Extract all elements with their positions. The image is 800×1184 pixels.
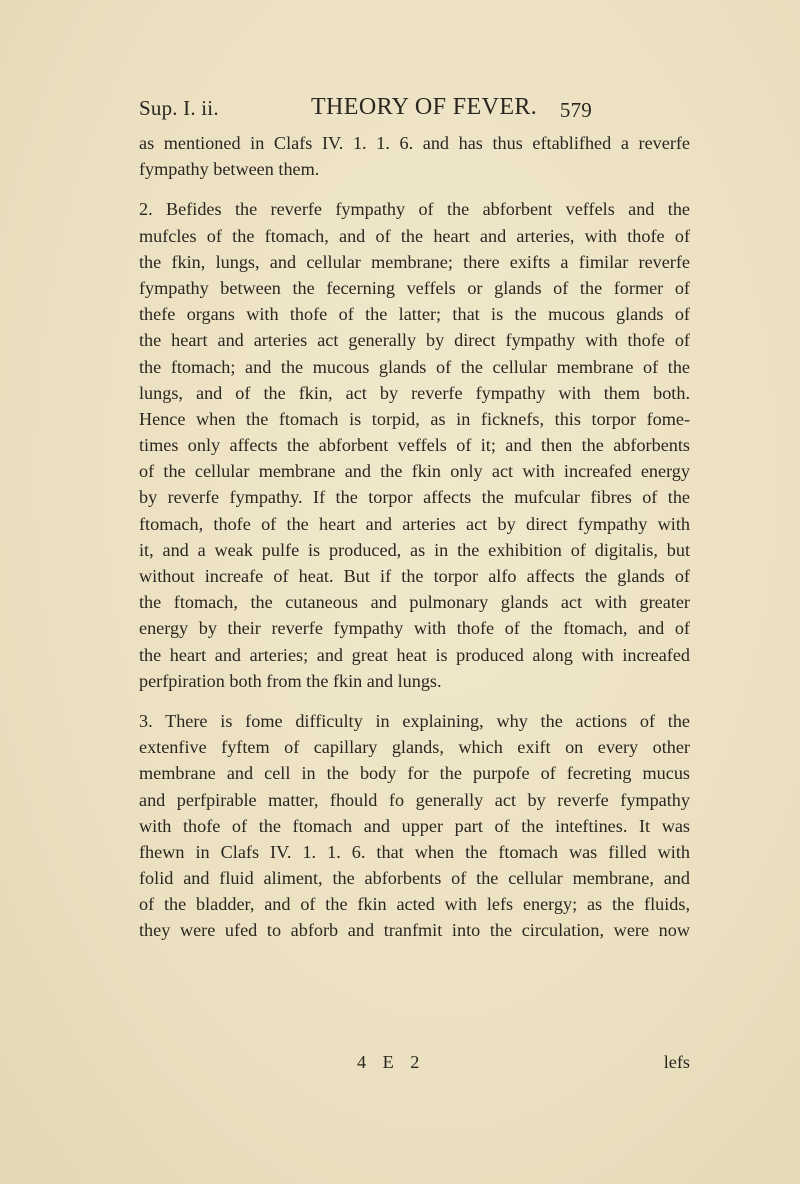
text-line: the heart and arteries act generally by direct fympathy with thofe of [139, 330, 690, 351]
paragraph-1 [139, 130, 690, 182]
text-line: extenfive fyftem of capillary glands, which exift on every other [139, 737, 690, 758]
section-reference: Sup. I. ii. [139, 96, 219, 120]
catchword: lefs [663, 1052, 690, 1072]
text-line: perfpiration both from the fkin and lungs. [139, 670, 442, 691]
text-line: of the bladder, and of the fkin acted with lefs energy; as the fluids, [139, 894, 690, 915]
text-line: membrane and cell in the body for the purpofe of fecreting mucus [139, 763, 690, 784]
page-footer [139, 1052, 690, 1078]
text-line: they were ufed to abforb and tranfmit into the circulation, were now [139, 920, 690, 941]
paragraph-gap [139, 694, 690, 708]
text-line: it, and a weak pulfe is produced, as in the exhibition of digitalis, but [139, 539, 690, 560]
text-line: 3. There is fome difficulty in explaining, why the actions of the [139, 710, 690, 731]
text-line: by reverfe fympathy. If the torpor affects the mufcular fibres of the [139, 487, 690, 508]
paragraph-2 [139, 196, 690, 694]
text-line: and perfpirable matter, fhould fo generally act by reverfe fympathy [139, 789, 690, 810]
text-line: of the cellular membrane and the fkin only act with increafed energy [139, 461, 690, 482]
text-line: energy by their reverfe fympathy with thofe of the ftomach, and of [139, 618, 690, 639]
text-line: the ftomach, the cutaneous and pulmonary glands act with greater [139, 592, 690, 613]
body-text [139, 130, 690, 944]
text-line: thefe organs with thofe of the latter; that is the mucous glands of [139, 304, 690, 325]
page-number: 579 [559, 98, 592, 122]
paragraph-gap [139, 182, 690, 196]
text-line: mufcles of the ftomach, and of the heart and arteries, with thofe of [139, 225, 690, 246]
running-title: THEORY OF FEVER. [311, 94, 538, 120]
signature-mark: 4 E 2 [357, 1052, 426, 1072]
text-line: fhewn in Clafs IV. 1. 1. 6. that when the ftomach was filled with [139, 841, 690, 862]
running-head [139, 92, 592, 132]
text-line: times only affects the abforbent veffels of it; and then the abforbents [139, 435, 690, 456]
text-line: fympathy between the fecerning veffels or glands of the former of [139, 277, 690, 298]
text-line: with thofe of the ftomach and upper part of the inteftines. It was [139, 815, 690, 836]
text-line: the heart and arteries; and great heat is produced along with increafed [139, 644, 690, 665]
text-line: without increafe of heat. But if the torpor alfo affects the glands of [139, 566, 690, 586]
text-line: the ftomach; and the mucous glands of the cellular membrane of the [139, 356, 690, 377]
text-line: ftomach, thofe of the heart and arteries act by direct fympathy with [139, 513, 690, 534]
text-line: as mentioned in Clafs IV. 1. 1. 6. and has thus eftablifhed a reverfe [139, 133, 690, 153]
text-line: folid and fluid aliment, the abforbents of the cellular membrane, and [139, 868, 690, 889]
text-line: 2. Befides the reverfe fympathy of the abforbent veffels and the [139, 199, 690, 220]
text-line: lungs, and of the fkin, act by reverfe fympathy with them both. [139, 382, 690, 403]
text-line: Hence when the ftomach is torpid, as in ficknefs, this torpor fome- [139, 408, 690, 429]
paragraph-3 [139, 708, 690, 944]
text-line: fympathy between them. [139, 159, 320, 180]
text-line: the fkin, lungs, and cellular membrane; there exifts a fimilar reverfe [139, 251, 690, 272]
